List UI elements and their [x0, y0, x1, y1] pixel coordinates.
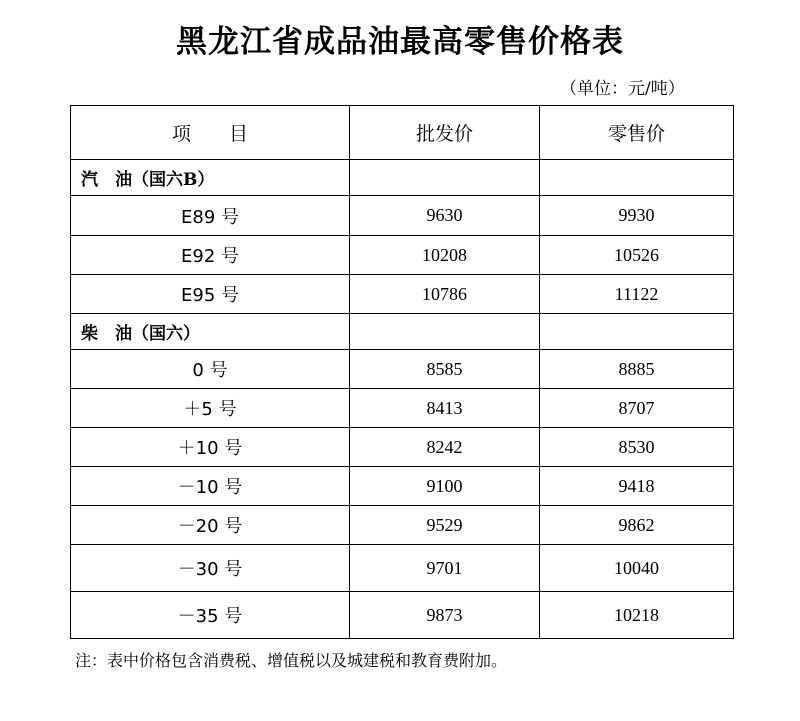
wholesale-price: 8242	[350, 428, 540, 467]
product-name: －10 号	[71, 467, 350, 506]
section-row-diesel	[71, 314, 734, 350]
wholesale-price: 8413	[350, 389, 540, 428]
retail-price: 8885	[540, 350, 734, 389]
product-name: 0 号	[71, 350, 350, 389]
product-name: E95 号	[71, 275, 350, 314]
product-name: －35 号	[71, 592, 350, 639]
section-label: 柴 油（国六）	[71, 314, 350, 350]
table-row	[71, 428, 734, 467]
section-label: 汽 油（国六B）	[71, 160, 350, 196]
page-title: 黑龙江省成品油最高零售价格表	[176, 24, 624, 60]
section-row-gasoline	[71, 160, 734, 196]
empty-cell	[350, 314, 540, 350]
empty-cell	[540, 314, 734, 350]
wholesale-price: 9529	[350, 506, 540, 545]
retail-price: 8707	[540, 389, 734, 428]
product-name: E89 号	[71, 196, 350, 236]
header-retail: 零售价	[540, 106, 734, 160]
wholesale-price: 9100	[350, 467, 540, 506]
product-name: ＋5 号	[71, 389, 350, 428]
table-row	[71, 467, 734, 506]
retail-price: 11122	[540, 275, 734, 314]
wholesale-price: 9873	[350, 592, 540, 639]
unit-label: （单位：元/吨）	[560, 79, 685, 99]
price-table	[70, 105, 734, 639]
table-row	[71, 592, 734, 639]
wholesale-price: 9630	[350, 196, 540, 236]
retail-price: 9930	[540, 196, 734, 236]
retail-price: 9418	[540, 467, 734, 506]
product-name: E92 号	[71, 236, 350, 275]
wholesale-price: 9701	[350, 545, 540, 592]
retail-price: 10040	[540, 545, 734, 592]
retail-price: 10218	[540, 592, 734, 639]
product-name: －30 号	[71, 545, 350, 592]
header-item: 项 目	[71, 106, 350, 160]
retail-price: 9862	[540, 506, 734, 545]
wholesale-price: 8585	[350, 350, 540, 389]
empty-cell	[350, 160, 540, 196]
retail-price: 10526	[540, 236, 734, 275]
table-row	[71, 196, 734, 236]
empty-cell	[540, 160, 734, 196]
header-wholesale: 批发价	[350, 106, 540, 160]
wholesale-price: 10786	[350, 275, 540, 314]
table-row	[71, 389, 734, 428]
product-name: ＋10 号	[71, 428, 350, 467]
table-row	[71, 275, 734, 314]
retail-price: 8530	[540, 428, 734, 467]
table-header-row	[71, 106, 734, 160]
table-row	[71, 545, 734, 592]
table-row	[71, 350, 734, 389]
table-row	[71, 506, 734, 545]
wholesale-price: 10208	[350, 236, 540, 275]
table-row	[71, 236, 734, 275]
product-name: －20 号	[71, 506, 350, 545]
footnote: 注：表中价格包含消费税、增值税以及城建税和教育费附加。	[75, 651, 508, 670]
